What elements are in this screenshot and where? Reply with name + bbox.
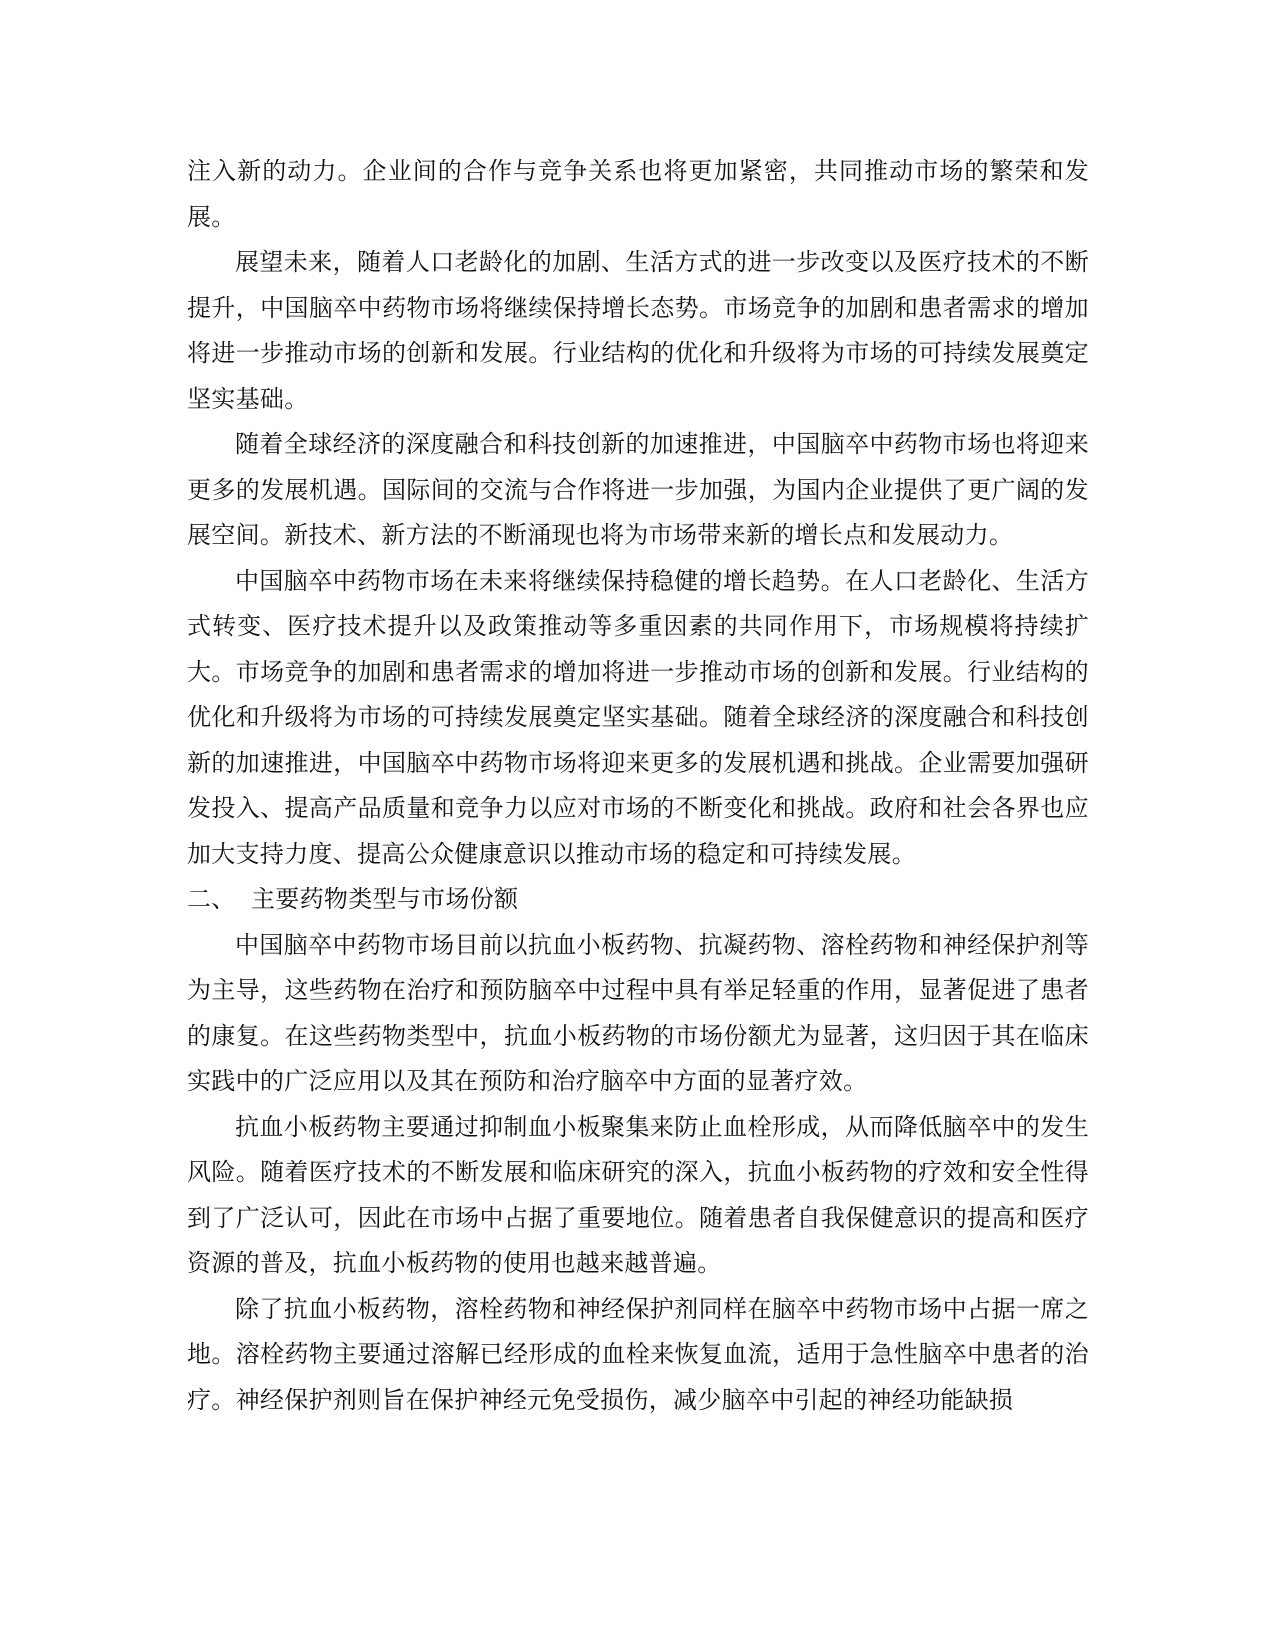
paragraph-outlook: 展望未来，随着人口老龄化的加剧、生活方式的进一步改变以及医疗技术的不断提升，中国脑卒中药物市场将继续保持增长态势。市场竞争的加剧和患者需求的增加将进一步推动市场的创新和发展。行业结构的优化和升级将为市场的可持续发展奠定坚实基础。: [187, 248, 1089, 413]
paragraph-continuation: 注入新的动力。企业间的合作与竞争关系也将更加紧密，共同推动市场的繁荣和发展。: [187, 157, 1089, 231]
paragraph-summary: 中国脑卒中药物市场在未来将继续保持稳健的增长趋势。在人口老龄化、生活方式转变、医疗技术提升以及政策推动等多重因素的共同作用下，市场规模将持续扩大。市场竞争的加剧和患者需求的增加将进一步推动市场的创新和发展。行业结构的优化和升级将为市场的可持续发展奠定坚实基础。随着全球经济的深度融合和科技创新的加速推进，中国脑卒中药物市场将迎来更多的发展机遇和挑战。企业需要加强研发投入、提高产品质量和竞争力以应对市场的不断变化和挑战。政府和社会各界也应加大支持力度、提高公众健康意识以推动市场的稳定和可持续发展。: [187, 566, 1089, 868]
section-heading-title: 主要药物类型与市场份额: [251, 885, 519, 913]
section-heading-number: 二、: [187, 885, 236, 913]
section-heading: [187, 877, 1089, 923]
document-page: [187, 149, 1089, 1423]
paragraph-antiplatelet: 抗血小板药物主要通过抑制血小板聚集来防止血栓形成，从而降低脑卒中的发生风险。随着医疗技术的不断发展和临床研究的深入，抗血小板药物的疗效和安全性得到了广泛认可，因此在市场中占据了重要地位。随着患者自我保健意识的提高和医疗资源的普及，抗血小板药物的使用也越来越普遍。: [187, 1112, 1089, 1277]
paragraph-thrombolytic-neuroprotective: 除了抗血小板药物，溶栓药物和神经保护剂同样在脑卒中药物市场中占据一席之地。溶栓药物主要通过溶解已经形成的血栓来恢复血流，适用于急性脑卒中患者的治疗。神经保护剂则旨在保护神经元免受损伤，减少脑卒中引起的神经功能缺损: [187, 1294, 1089, 1414]
paragraph-global-opportunities: 随着全球经济的深度融合和科技创新的加速推进，中国脑卒中药物市场也将迎来更多的发展机遇。国际间的交流与合作将进一步加强，为国内企业提供了更广阔的发展空间。新技术、新方法的不断涌现也将为市场带来新的增长点和发展动力。: [187, 430, 1089, 549]
paragraph-drug-types: 中国脑卒中药物市场目前以抗血小板药物、抗凝药物、溶栓药物和神经保护剂等为主导，这些药物在治疗和预防脑卒中过程中具有举足轻重的作用，显著促进了患者的康复。在这些药物类型中，抗血小板药物的市场份额尤为显著，这归因于其在临床实践中的广泛应用以及其在预防和治疗脑卒中方面的显著疗效。: [187, 930, 1089, 1095]
